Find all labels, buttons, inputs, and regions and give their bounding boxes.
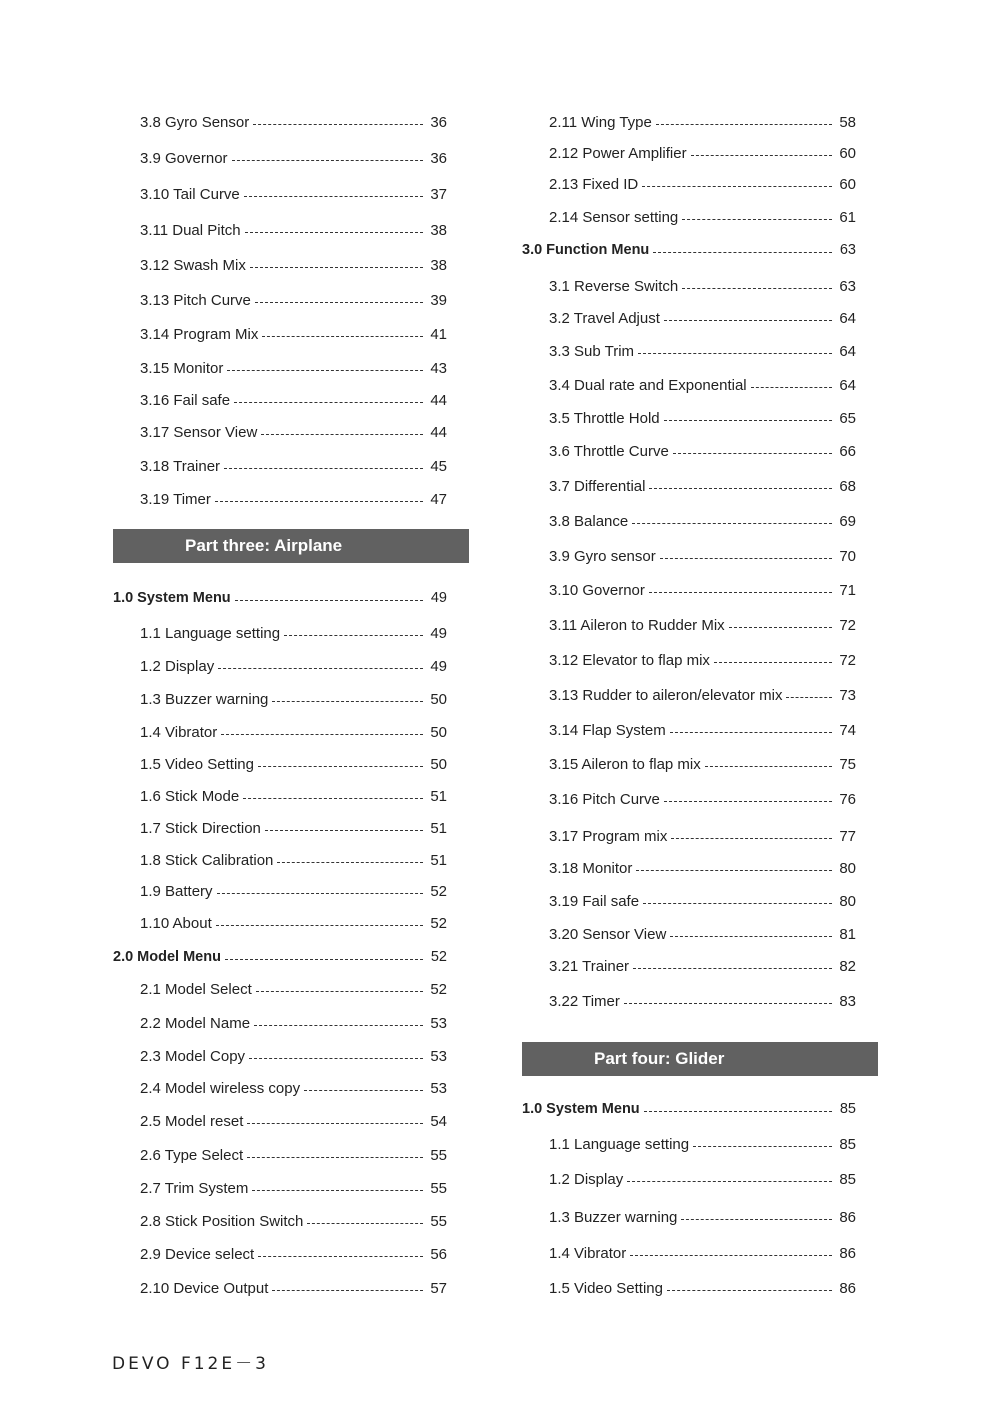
toc-entry[interactable]: 1.1 Language setting 49 — [140, 624, 447, 642]
toc-entry[interactable]: 2.9 Device select 56 — [140, 1245, 447, 1263]
dot-leader — [664, 801, 832, 802]
toc-section-heading[interactable]: 3.0 Function Menu 63 — [522, 242, 856, 258]
dot-leader — [643, 903, 832, 904]
page-footer: DEVO F12E－3 — [112, 1354, 269, 1374]
toc-entry[interactable]: 1.8 Stick Calibration 51 — [140, 851, 447, 869]
toc-entry[interactable]: 1.7 Stick Direction 51 — [140, 819, 447, 837]
toc-entry[interactable]: 3.6 Throttle Curve 66 — [549, 442, 856, 460]
toc-entry[interactable]: 2.5 Model reset 54 — [140, 1112, 447, 1130]
toc-entry[interactable]: 3.17 Sensor View 44 — [140, 423, 447, 441]
dot-leader — [243, 798, 423, 799]
toc-entry[interactable]: 1.4 Vibrator 86 — [549, 1244, 856, 1262]
toc-entry[interactable]: 3.11 Dual Pitch 38 — [140, 221, 447, 239]
dot-leader — [252, 1190, 423, 1191]
dot-leader — [224, 468, 423, 469]
toc-entry[interactable]: 3.14 Flap System 74 — [549, 721, 856, 739]
toc-entry[interactable]: 1.9 Battery 52 — [140, 882, 447, 900]
dot-leader — [656, 124, 832, 125]
dot-leader — [254, 1025, 423, 1026]
dot-leader — [258, 1256, 423, 1257]
dot-leader — [633, 968, 832, 969]
section-banner-glider: Part four: Glider — [522, 1042, 878, 1076]
dot-leader — [272, 701, 423, 702]
dot-leader — [682, 219, 832, 220]
toc-section-heading[interactable]: 1.0 System Menu 49 — [113, 590, 447, 606]
toc-entry[interactable]: 2.13 Fixed ID 60 — [549, 175, 856, 193]
toc-entry[interactable]: 2.14 Sensor setting 61 — [549, 208, 856, 226]
dot-leader — [277, 862, 423, 863]
dot-leader — [638, 353, 832, 354]
toc-entry[interactable]: 3.17 Program mix 77 — [549, 827, 856, 845]
toc-entry[interactable]: 1.5 Video Setting 50 — [140, 755, 447, 773]
toc-entry[interactable]: 2.3 Model Copy 53 — [140, 1047, 447, 1065]
dot-leader — [249, 1058, 423, 1059]
toc-entry[interactable]: 1.3 Buzzer warning 86 — [549, 1208, 856, 1226]
toc-entry[interactable]: 3.15 Aileron to flap mix 75 — [549, 755, 856, 773]
dot-leader — [234, 402, 423, 403]
dot-leader — [304, 1090, 423, 1091]
toc-entry[interactable]: 2.11 Wing Type 58 — [549, 113, 856, 131]
dot-leader — [681, 1219, 832, 1220]
dot-leader — [714, 662, 832, 663]
toc-entry[interactable]: 1.1 Language setting 85 — [549, 1135, 856, 1153]
dot-leader — [705, 766, 832, 767]
toc-entry[interactable]: 3.9 Gyro sensor 70 — [549, 547, 856, 565]
toc-entry[interactable]: 3.19 Fail safe 80 — [549, 892, 856, 910]
toc-entry[interactable]: 3.10 Governor 71 — [549, 581, 856, 599]
toc-entry[interactable]: 3.12 Elevator to flap mix 72 — [549, 651, 856, 669]
dot-leader — [307, 1223, 423, 1224]
toc-section-heading[interactable]: 1.0 System Menu 85 — [522, 1101, 856, 1117]
dot-leader — [786, 697, 832, 698]
dot-leader — [624, 1003, 832, 1004]
toc-entry[interactable]: 2.4 Model wireless copy 53 — [140, 1079, 447, 1097]
dot-leader — [729, 627, 832, 628]
dot-leader — [256, 991, 423, 992]
toc-entry[interactable]: 3.8 Gyro Sensor 36 — [140, 113, 447, 131]
dot-leader — [630, 1255, 832, 1256]
toc-entry[interactable]: 3.1 Reverse Switch 63 — [549, 277, 856, 295]
dot-leader — [217, 893, 423, 894]
toc-entry[interactable]: 1.4 Vibrator 50 — [140, 723, 447, 741]
dot-leader — [227, 370, 423, 371]
toc-entry[interactable]: 2.8 Stick Position Switch 55 — [140, 1212, 447, 1230]
dot-leader — [272, 1290, 423, 1291]
dot-leader — [670, 936, 832, 937]
toc-entry[interactable]: 1.6 Stick Mode 51 — [140, 787, 447, 805]
toc-entry[interactable]: 3.7 Differential 68 — [549, 477, 856, 495]
toc-entry[interactable]: 3.13 Pitch Curve 39 — [140, 291, 447, 309]
toc-entry[interactable]: 2.2 Model Name 53 — [140, 1014, 447, 1032]
toc-entry[interactable]: 3.5 Throttle Hold 65 — [549, 409, 856, 427]
toc-entry[interactable]: 2.12 Power Amplifier 60 — [549, 144, 856, 162]
toc-entry[interactable]: 1.5 Video Setting 86 — [549, 1279, 856, 1297]
toc-entry[interactable]: 3.12 Swash Mix 38 — [140, 256, 447, 274]
dot-leader — [671, 838, 832, 839]
dot-leader — [225, 959, 423, 960]
toc-entry[interactable]: 3.18 Trainer 45 — [140, 457, 447, 475]
toc-entry[interactable]: 3.20 Sensor View 81 — [549, 925, 856, 943]
toc-entry[interactable]: 3.13 Rudder to aileron/elevator mix 73 — [549, 686, 856, 704]
dot-leader — [660, 558, 832, 559]
toc-entry[interactable]: 3.21 Trainer 82 — [549, 957, 856, 975]
toc-entry[interactable]: 3.8 Balance 69 — [549, 512, 856, 530]
toc-entry[interactable]: 3.14 Program Mix 41 — [140, 325, 447, 343]
toc-entry[interactable]: 3.10 Tail Curve 37 — [140, 185, 447, 203]
section-banner-airplane: Part three: Airplane — [113, 529, 469, 563]
dot-leader — [664, 320, 832, 321]
toc-entry[interactable]: 3.19 Timer 47 — [140, 490, 447, 508]
dot-leader — [218, 668, 423, 669]
dot-leader — [261, 434, 423, 435]
dot-leader — [265, 830, 423, 831]
toc-entry[interactable]: 3.16 Pitch Curve 76 — [549, 790, 856, 808]
toc-entry[interactable]: 2.6 Type Select 55 — [140, 1146, 447, 1164]
toc-entry[interactable]: 1.10 About 52 — [140, 914, 447, 932]
dot-leader — [284, 635, 423, 636]
dot-leader — [632, 523, 832, 524]
dot-leader — [627, 1181, 832, 1182]
toc-entry[interactable]: 3.2 Travel Adjust 64 — [549, 309, 856, 327]
dot-leader — [247, 1157, 423, 1158]
toc-section-heading[interactable]: 2.0 Model Menu 52 — [113, 949, 447, 965]
toc-entry[interactable]: 1.2 Display 85 — [549, 1170, 856, 1188]
dot-leader — [221, 734, 423, 735]
dot-leader — [244, 196, 423, 197]
toc-entry[interactable]: 1.2 Display 49 — [140, 657, 447, 675]
dot-leader — [682, 288, 832, 289]
dot-leader — [258, 766, 423, 767]
dot-leader — [255, 302, 423, 303]
dot-leader — [670, 732, 832, 733]
toc-entry[interactable]: 2.10 Device Output 57 — [140, 1279, 447, 1297]
toc-entry[interactable]: 3.16 Fail safe 44 — [140, 391, 447, 409]
dot-leader — [649, 592, 832, 593]
toc-entry[interactable]: 1.3 Buzzer warning 50 — [140, 690, 447, 708]
dot-leader — [649, 488, 832, 489]
toc-entry[interactable]: 3.22 Timer 83 — [549, 992, 856, 1010]
dot-leader — [215, 501, 423, 502]
dot-leader — [247, 1123, 423, 1124]
toc-entry[interactable]: 3.9 Governor 36 — [140, 149, 447, 167]
dot-leader — [653, 252, 832, 253]
dot-leader — [250, 267, 423, 268]
dot-leader — [673, 453, 832, 454]
dot-leader — [751, 387, 832, 388]
toc-entry[interactable]: 3.3 Sub Trim 64 — [549, 342, 856, 360]
dot-leader — [691, 155, 832, 156]
dot-leader — [245, 232, 423, 233]
toc-entry[interactable]: 3.4 Dual rate and Exponential 64 — [549, 376, 856, 394]
toc-entry[interactable]: 2.7 Trim System 55 — [140, 1179, 447, 1197]
dot-leader — [667, 1290, 832, 1291]
dot-leader — [262, 336, 423, 337]
dot-leader — [636, 870, 832, 871]
toc-entry[interactable]: 3.11 Aileron to Rudder Mix 72 — [549, 616, 856, 634]
dot-leader — [235, 600, 423, 601]
dot-leader — [216, 925, 423, 926]
dot-leader — [693, 1146, 832, 1147]
dot-leader — [232, 160, 423, 161]
toc-entry[interactable]: 3.18 Monitor 80 — [549, 859, 856, 877]
toc-entry[interactable]: 3.15 Monitor 43 — [140, 359, 447, 377]
dot-leader — [644, 1111, 832, 1112]
dot-leader — [253, 124, 423, 125]
toc-entry[interactable]: 2.1 Model Select 52 — [140, 980, 447, 998]
dot-leader — [642, 186, 832, 187]
dot-leader — [664, 420, 832, 421]
